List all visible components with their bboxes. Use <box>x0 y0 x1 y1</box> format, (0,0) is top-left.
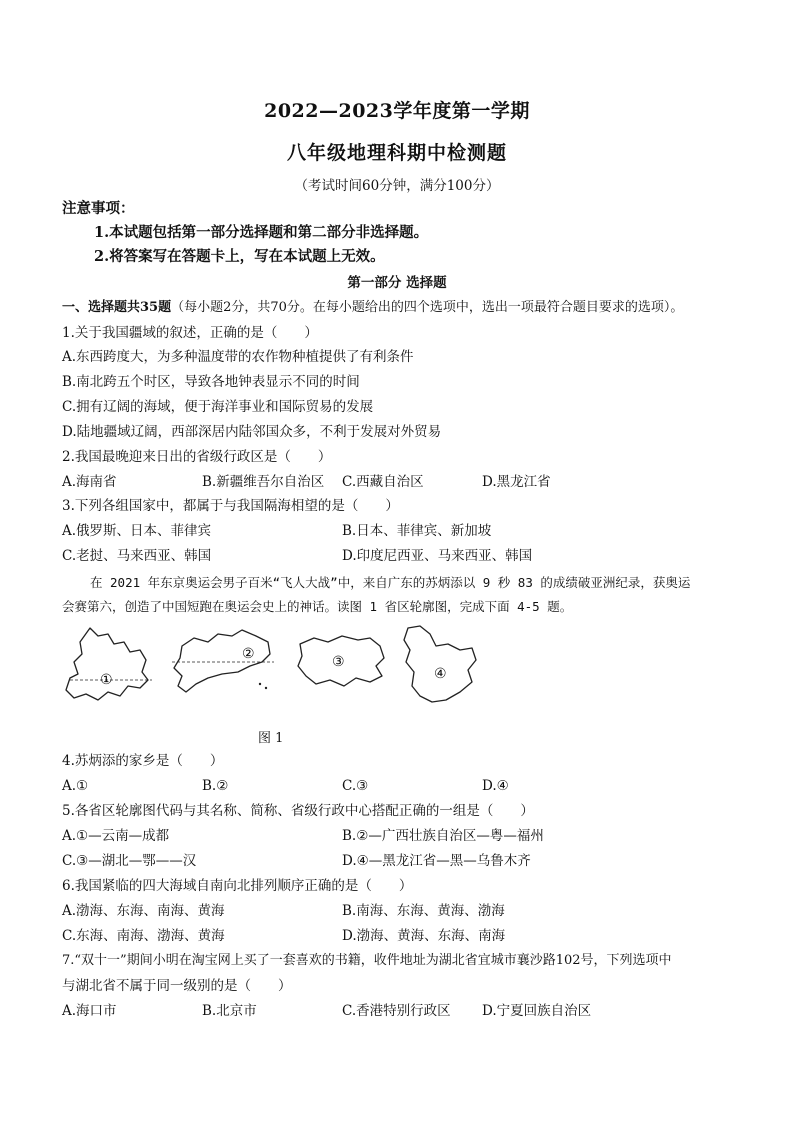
section-title: 第一部分 选择题 <box>347 275 447 291</box>
question-2-option-b: B.新疆维吾尔自治区 <box>202 474 325 490</box>
question-4-option-b: B.② <box>202 778 229 794</box>
question-4-option-a: A.① <box>62 778 89 794</box>
notice-item-1: 1.本试题包括第一部分选择题和第二部分非选择题。 <box>94 224 429 241</box>
question-5-stem: 5.各省区轮廓图代码与其名称、简称、省级行政中心搭配正确的一组是（ ） <box>62 803 534 819</box>
province-outline-1 <box>66 628 148 700</box>
passage-line-1: 在 2021 年东京奥运会男子百米“飞人大战”中，来自广东的苏炳添以 9 秒 83 的成绩破亚洲纪录，获奥运 <box>90 575 691 590</box>
question-6-stem: 6.我国紧临的四大海域自南向北排列顺序正确的是（ ） <box>62 878 413 894</box>
question-1-option-b: B.南北跨五个时区，导致各地钟表显示不同的时间 <box>62 374 360 390</box>
question-2-option-a: A.海南省 <box>62 474 117 490</box>
exam-term-title: 2022—2023学年度第一学期 <box>264 100 530 122</box>
passage-line-2: 会赛第六，创造了中国短跑在奥运会史上的神话。读图 1 省区轮廓图，完成下面 4-5 题。 <box>62 599 573 614</box>
exam-time-note: （考试时间60分钟，满分100分） <box>294 178 500 194</box>
instruction-bold: 一、选择题共35题 <box>62 300 172 315</box>
question-2-option-c: C.西藏自治区 <box>342 474 424 490</box>
notice-heading: 注意事项： <box>62 200 135 217</box>
question-2-stem: 2.我国最晚迎来日出的省级行政区是（ ） <box>62 449 332 465</box>
question-4-option-c: C.③ <box>342 778 369 794</box>
province-outline-figure <box>62 622 482 712</box>
question-7-option-d: D.宁夏回族自治区 <box>482 1003 592 1019</box>
question-6-option-c: C.东海、南海、渤海、黄海 <box>62 928 225 944</box>
question-6-option-d: D.渤海、黄海、东海、南海 <box>342 928 506 944</box>
instruction-rest: （每小题2分，共70分。在每小题给出的四个选项中，选出一项最符合题目要求的选项）。 <box>171 300 684 315</box>
question-7-stem-line-1: 7.“双十一”期间小明在淘宝网上买了一套喜欢的书籍，收件地址为湖北省宜城市襄沙路102号，下列选项中 <box>62 953 672 968</box>
question-6-option-a: A.渤海、东海、南海、黄海 <box>62 903 225 919</box>
question-3-option-d: D.印度尼西亚、马来西亚、韩国 <box>342 548 533 564</box>
question-1-option-c: C.拥有辽阔的海域，便于海洋事业和国际贸易的发展 <box>62 399 374 415</box>
question-1-option-d: D.陆地疆域辽阔，西部深居内陆邻国众多，不利于发展对外贸易 <box>62 424 442 440</box>
question-4-stem: 4.苏炳添的家乡是（ ） <box>62 753 224 769</box>
question-7-stem-line-2: 与湖北省不属于同一级别的是（ ） <box>62 978 292 994</box>
question-7-option-b: B.北京市 <box>202 1003 257 1019</box>
question-6-option-b: B.南海、东海、黄海、渤海 <box>342 903 505 919</box>
exam-subject-title: 八年级地理科期中检测题 <box>286 142 507 164</box>
question-1-stem: 1.关于我国疆域的叙述，正确的是（ ） <box>62 325 318 341</box>
figure-label-3: ③ <box>332 654 345 670</box>
notice-item-2: 2.将答案写在答题卡上，写在本试题上无效。 <box>94 248 385 265</box>
province-outline-4 <box>404 626 476 702</box>
question-5-option-a: A.①—云南—成都 <box>62 828 170 844</box>
question-5-option-d: D.④—黑龙江省—黑—乌鲁木齐 <box>342 853 531 869</box>
question-2-option-d: D.黑龙江省 <box>482 474 551 490</box>
question-1-option-a: A.东西跨度大，为多种温度带的农作物种植提供了有利条件 <box>62 349 414 365</box>
province-outline-2 <box>174 630 270 692</box>
question-3-stem: 3.下列各组国家中，都属于与我国隔海相望的是（ ） <box>62 498 399 514</box>
question-5-option-c: C.③—湖北—鄂——汉 <box>62 853 197 869</box>
figure-label-1: ① <box>100 672 113 688</box>
figure-label-4: ④ <box>434 666 447 682</box>
question-3-option-c: C.老挝、马来西亚、韩国 <box>62 548 212 564</box>
question-3-option-a: A.俄罗斯、日本、菲律宾 <box>62 523 212 539</box>
figure-caption: 图 1 <box>258 731 284 746</box>
question-5-option-b: B.②—广西壮族自治区—粤—福州 <box>342 828 544 844</box>
figure-label-2: ② <box>242 646 255 662</box>
question-4-option-d: D.④ <box>482 778 509 794</box>
question-7-option-a: A.海口市 <box>62 1003 117 1019</box>
question-3-option-b: B.日本、菲律宾、新加坡 <box>342 523 492 539</box>
question-7-option-c: C.香港特别行政区 <box>342 1003 451 1019</box>
section-instruction <box>62 299 683 317</box>
